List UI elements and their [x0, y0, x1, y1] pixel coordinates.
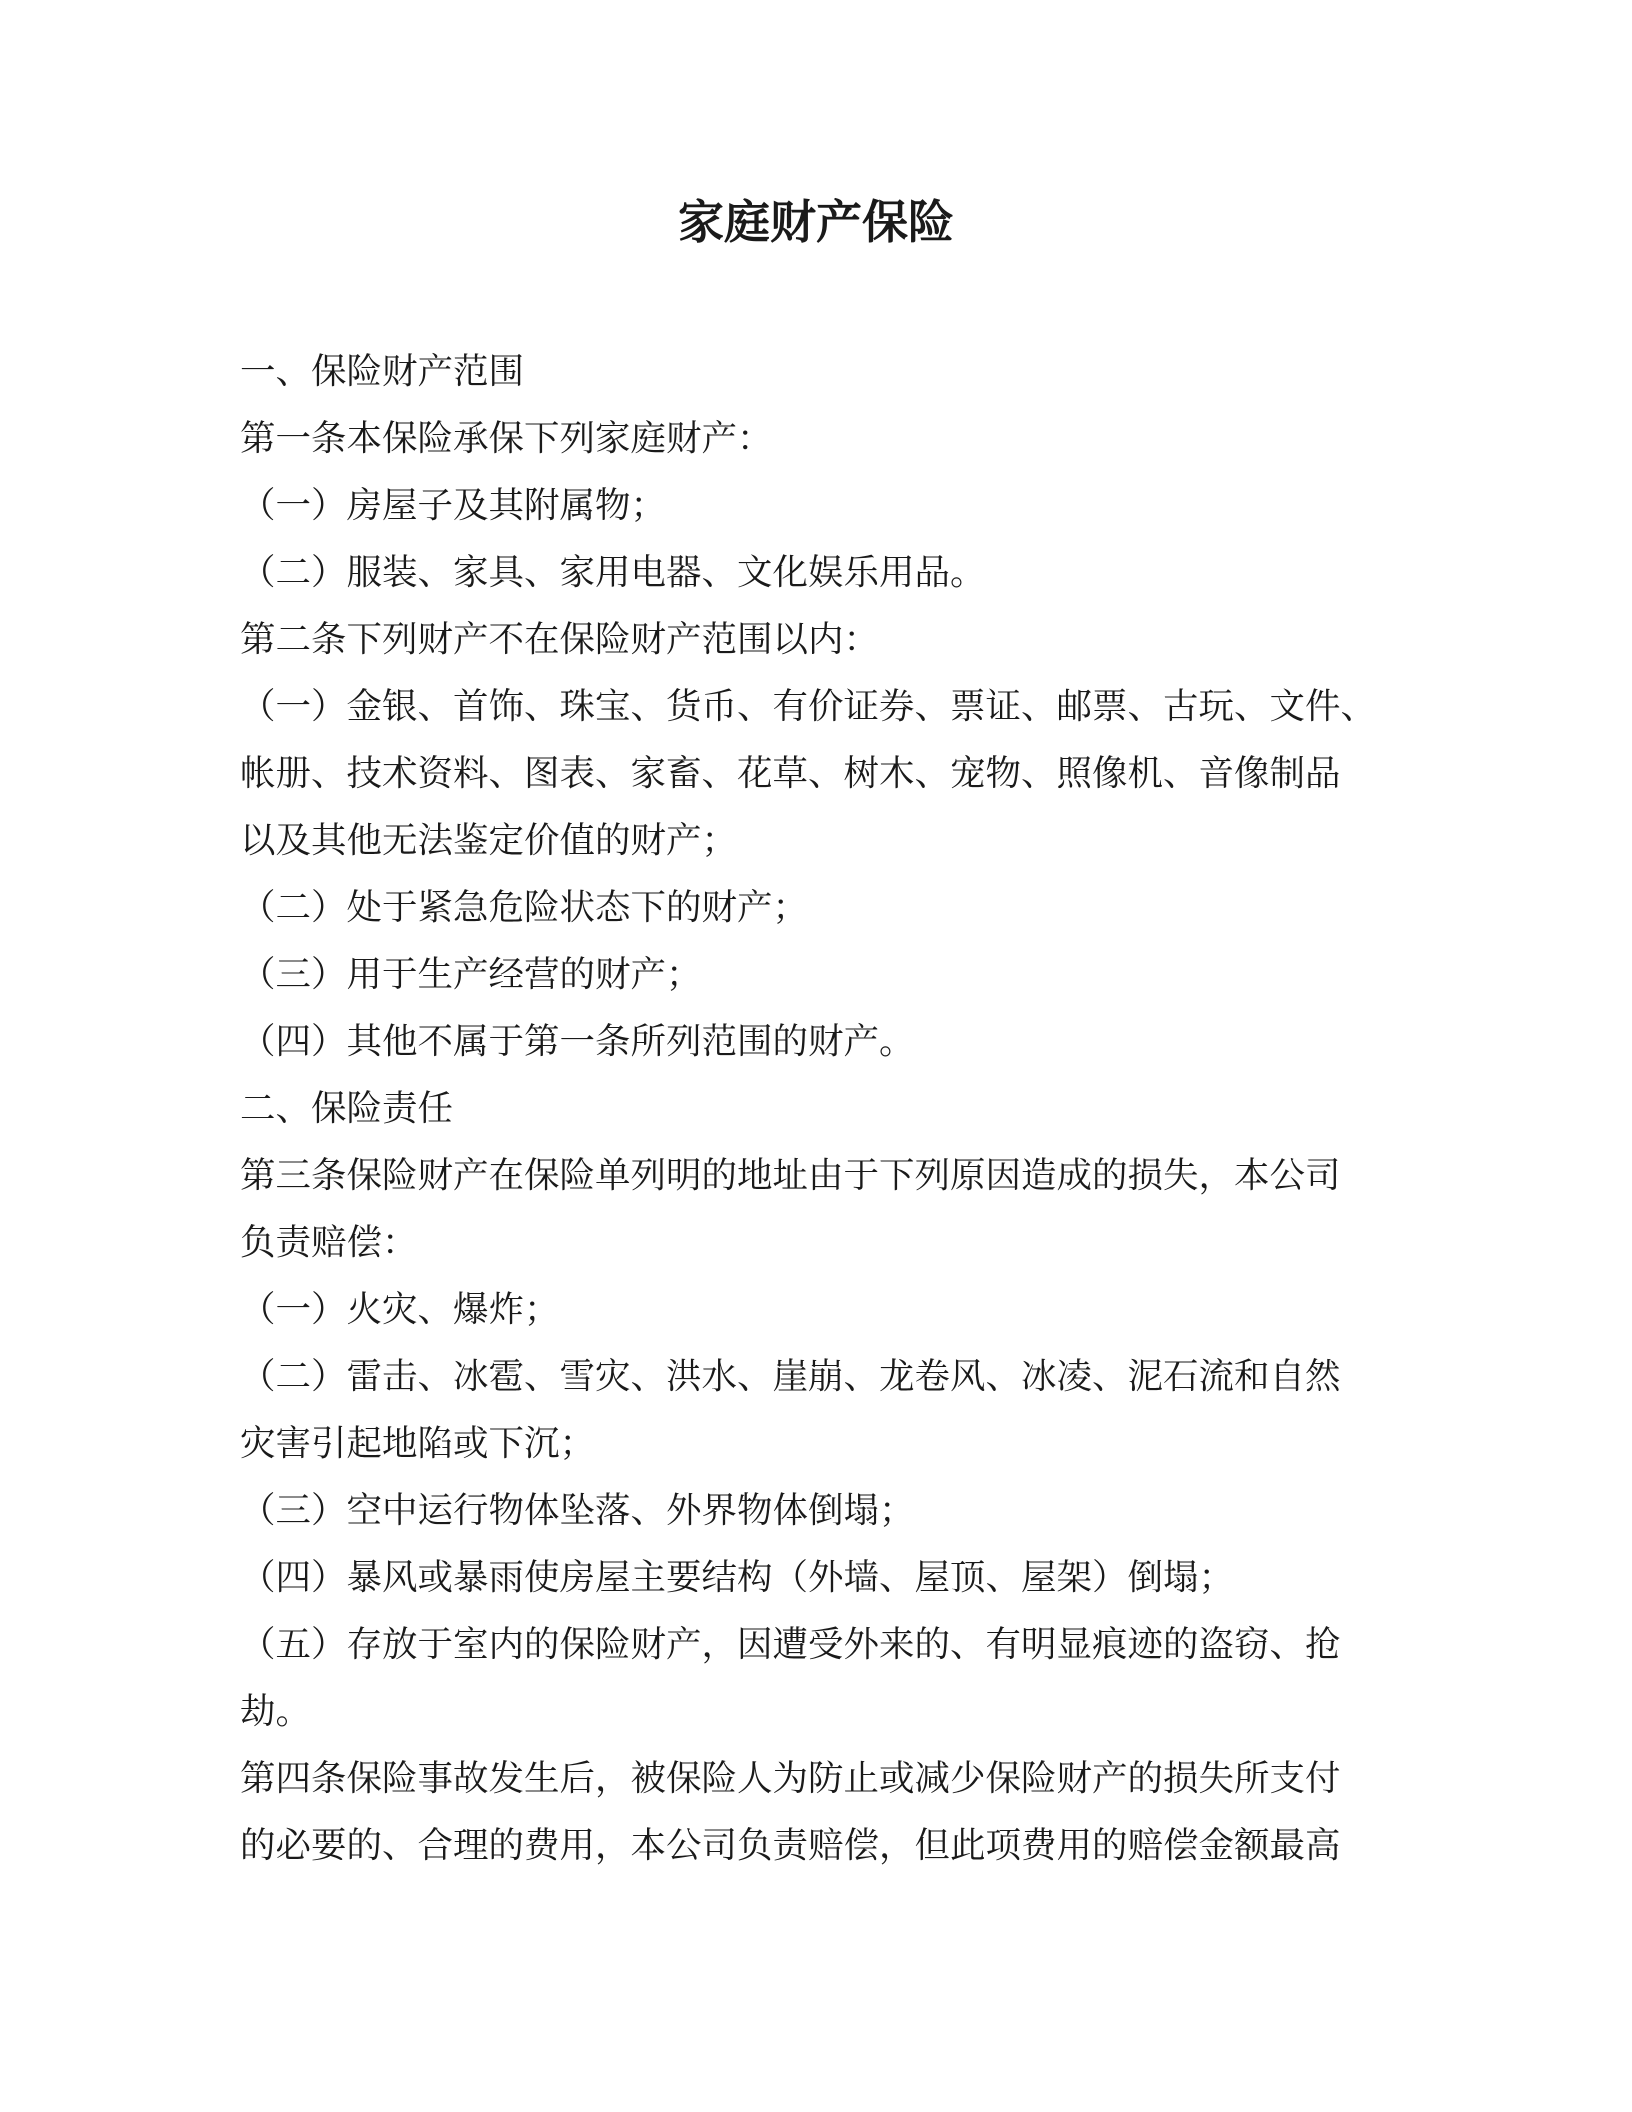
article-text: 第二条下列财产不在保险财产范围以内：	[240, 619, 880, 660]
list-item: （三）用于生产经营的财产；	[240, 954, 702, 995]
list-item: （二）服装、家具、家用电器、文化娱乐用品。	[240, 552, 986, 593]
document-body	[240, 338, 1392, 1879]
list-item-continuation: 帐册、技术资料、图表、家畜、花草、树木、宠物、照像机、音像制品	[240, 753, 1341, 794]
list-item: （三）空中运行物体坠落、外界物体倒塌；	[240, 1490, 915, 1531]
list-item: （一）金银、首饰、珠宝、货币、有价证券、票证、邮票、古玩、文件、	[240, 686, 1377, 727]
article-text: 第一条本保险承保下列家庭财产：	[240, 418, 773, 459]
article-text-continuation: 的必要的、合理的费用，本公司负责赔偿，但此项费用的赔偿金额最高	[240, 1825, 1341, 1866]
list-item: （四）其他不属于第一条所列范围的财产。	[240, 1021, 915, 1062]
list-item-continuation: 灾害引起地陷或下沉；	[240, 1423, 596, 1464]
article-text: 第三条保险财产在保险单列明的地址由于下列原因造成的损失，本公司	[240, 1155, 1341, 1196]
list-item-continuation: 劫。	[240, 1691, 312, 1732]
section-heading: 二、保险责任	[240, 1088, 454, 1129]
article-text-continuation: 负责赔偿：	[240, 1222, 418, 1263]
list-item: （一）房屋子及其附属物；	[240, 485, 667, 526]
list-item: （四）暴风或暴雨使房屋主要结构（外墙、屋顶、屋架）倒塌；	[240, 1557, 1235, 1598]
list-item: （五）存放于室内的保险财产，因遭受外来的、有明显痕迹的盗窃、抢	[240, 1624, 1341, 1665]
document-title: 家庭财产保险	[678, 195, 954, 249]
list-item-continuation: 以及其他无法鉴定价值的财产；	[240, 820, 738, 861]
article-text: 第四条保险事故发生后，被保险人为防止或减少保险财产的损失所支付	[240, 1758, 1341, 1799]
list-item: （二）雷击、冰雹、雪灾、洪水、崖崩、龙卷风、冰凌、泥石流和自然	[240, 1356, 1341, 1397]
section-heading: 一、保险财产范围	[240, 351, 525, 392]
list-item: （二）处于紧急危险状态下的财产；	[240, 887, 809, 928]
list-item: （一）火灾、爆炸；	[240, 1289, 560, 1330]
